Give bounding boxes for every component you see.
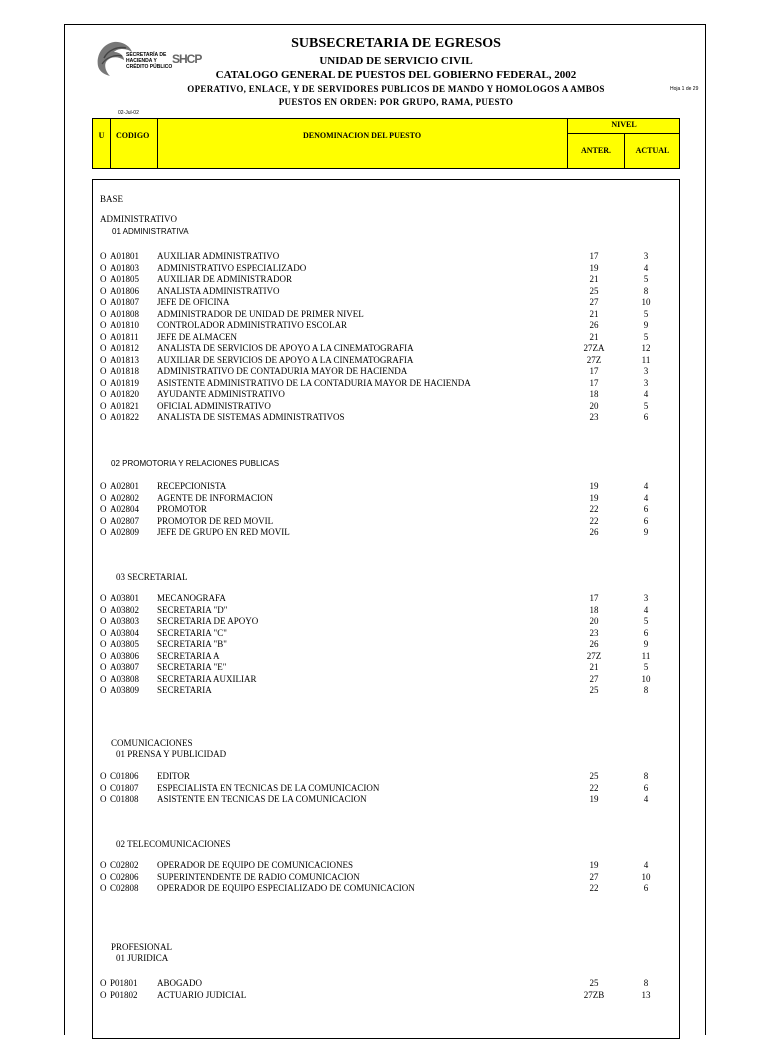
row-nivel-actual: 6 (643, 627, 649, 638)
row-u: O (100, 771, 107, 781)
row-u: O (100, 782, 107, 793)
table-row (100, 389, 660, 400)
table-row (100, 493, 660, 504)
row-u: O (100, 604, 107, 615)
row-nivel-anter: 19 (589, 481, 599, 491)
row-nivel-anter: 26 (589, 320, 599, 330)
row-u: O (100, 978, 107, 988)
row-codigo: A01818 (110, 366, 139, 376)
page-number: Hoja 1 de 29 (670, 86, 699, 92)
logo-caption-2: HACIENDA Y (126, 58, 157, 64)
row-nivel-actual: 8 (643, 978, 649, 988)
table-header (92, 118, 680, 169)
row-nivel-anter: 22 (589, 504, 599, 514)
row-denominacion: JEFE DE OFICINA (157, 297, 230, 307)
doc-title: SUBSECRETARIA DE EGRESOS (291, 36, 501, 51)
row-codigo: A03803 (110, 616, 139, 626)
row-nivel-anter: 20 (589, 400, 599, 411)
nivel-label: NIVEL (568, 119, 680, 134)
row-denominacion: OPERADOR DE EQUIPO DE COMUNICACIONES (157, 860, 354, 870)
row-codigo: A01807 (110, 297, 139, 307)
row-denominacion: AUXILIAR DE ADMINISTRADOR (157, 274, 292, 284)
row-nivel-anter: 19 (589, 794, 599, 804)
row-denominacion: EDITOR (157, 771, 190, 781)
row-nivel-anter: 18 (589, 389, 599, 399)
row-denominacion: SECRETARIA "D" (157, 604, 228, 615)
row-denominacion: SECRETARIA "C" (157, 627, 227, 638)
row-nivel-actual: 4 (643, 794, 649, 804)
row-u: O (100, 274, 107, 284)
row-u: O (100, 616, 107, 626)
row-codigo: C01806 (110, 771, 139, 781)
branch-a03: 03 SECRETARIAL (116, 572, 188, 582)
row-codigo: C01807 (110, 782, 139, 793)
row-denominacion: JEFE DE GRUPO EN RED MOVIL (157, 527, 290, 537)
row-nivel-actual: 5 (643, 308, 649, 319)
row-nivel-actual: 3 (643, 366, 649, 376)
row-denominacion: PROMOTOR (157, 504, 207, 514)
row-denominacion: PROMOTOR DE RED MOVIL (157, 515, 274, 526)
row-u: O (100, 343, 107, 353)
row-u: O (100, 262, 107, 273)
row-denominacion: SECRETARIA "B" (157, 639, 227, 649)
row-nivel-actual: 10 (641, 297, 651, 307)
row-codigo: A03802 (110, 604, 139, 615)
row-nivel-actual: 9 (643, 639, 649, 649)
row-codigo: A01803 (110, 262, 139, 273)
row-nivel-actual: 8 (643, 285, 649, 296)
row-nivel-actual: 4 (643, 492, 649, 503)
row-nivel-actual: 9 (643, 527, 649, 537)
col-u: U (93, 119, 111, 168)
row-nivel-actual: 4 (643, 860, 649, 870)
row-nivel-actual: 5 (643, 616, 649, 626)
row-codigo: A01822 (110, 412, 139, 422)
table-row (100, 401, 660, 412)
row-nivel-actual: 9 (643, 320, 649, 330)
table-row (100, 481, 660, 492)
row-nivel-anter: 19 (589, 860, 599, 870)
row-nivel-actual: 3 (643, 593, 649, 603)
col-denominacion: DENOMINACION DEL PUESTO (302, 131, 422, 140)
table-row (100, 593, 660, 604)
row-codigo: A01801 (110, 251, 139, 261)
branch-a02: 02 PROMOTORIA Y RELACIONES PUBLICAS (111, 459, 280, 468)
row-denominacion: SUPERINTENDENTE DE RADIO COMUNICACION (157, 871, 360, 882)
table-row (100, 794, 660, 805)
row-u: O (100, 593, 107, 603)
row-codigo: A03809 (110, 685, 139, 695)
row-u: O (100, 639, 107, 649)
row-codigo: A03801 (110, 593, 139, 603)
row-denominacion: ANALISTA DE SISTEMAS ADMINISTRATIVOS (157, 412, 345, 422)
row-denominacion: RECEPCIONISTA (157, 481, 227, 491)
row-u: O (100, 354, 107, 365)
row-nivel-actual: 6 (643, 883, 649, 893)
row-codigo: P01801 (110, 978, 138, 988)
row-nivel-actual: 5 (643, 662, 649, 672)
row-codigo: A02807 (110, 515, 139, 526)
row-nivel-anter: 25 (589, 978, 599, 988)
row-nivel-anter: 27 (589, 673, 599, 684)
doc-subtitle-2: PUESTOS EN ORDEN: POR GRUPO, RAMA, PUESTO (278, 97, 514, 107)
row-nivel-actual: 6 (643, 504, 649, 514)
table-row (100, 605, 660, 616)
row-u: O (100, 650, 107, 661)
row-nivel-actual: 13 (641, 989, 651, 1000)
table-row (100, 366, 660, 377)
row-nivel-anter: 22 (589, 883, 599, 893)
row-denominacion: OFICIAL ADMINISTRATIVO (157, 400, 271, 411)
col-anter: ANTER. (568, 134, 625, 168)
row-denominacion: ADMINISTRATIVO ESPECIALIZADO (157, 262, 307, 273)
row-codigo: A02809 (110, 527, 139, 537)
row-u: O (100, 860, 107, 870)
row-denominacion: AGENTE DE INFORMACION (157, 492, 273, 503)
row-denominacion: SECRETARIA AUXILIAR (157, 673, 257, 684)
table-row (100, 504, 660, 515)
row-codigo: A03806 (110, 650, 139, 661)
row-u: O (100, 515, 107, 526)
table-row (100, 343, 660, 354)
table-row (100, 263, 660, 274)
table-row (100, 355, 660, 366)
logo-mark: SHCP (172, 52, 202, 66)
table-row (100, 320, 660, 331)
row-nivel-anter: 25 (589, 771, 599, 781)
row-u: O (100, 400, 107, 411)
row-nivel-actual: 12 (641, 343, 651, 353)
row-nivel-actual: 3 (643, 377, 649, 388)
row-nivel-anter: 25 (589, 285, 599, 296)
branch-c01: 01 PRENSA Y PUBLICIDAD (116, 749, 227, 759)
row-denominacion: ESPECIALISTA EN TECNICAS DE LA COMUNICACION (157, 782, 380, 793)
row-nivel-actual: 6 (643, 782, 649, 793)
row-u: O (100, 308, 107, 319)
row-nivel-actual: 10 (641, 871, 651, 882)
row-codigo: A01821 (110, 400, 139, 411)
row-u: O (100, 989, 107, 1000)
row-nivel-actual: 4 (643, 604, 649, 615)
row-nivel-anter: 27ZB (583, 989, 605, 1000)
row-u: O (100, 285, 107, 296)
row-u: O (100, 331, 107, 342)
row-nivel-anter: 25 (589, 685, 599, 695)
row-u: O (100, 794, 107, 804)
row-denominacion: ADMINISTRADOR DE UNIDAD DE PRIMER NIVEL (157, 308, 364, 319)
row-nivel-anter: 20 (589, 616, 599, 626)
row-codigo: P01802 (110, 989, 138, 1000)
row-denominacion: SECRETARIA (157, 685, 212, 695)
row-nivel-actual: 3 (643, 251, 649, 261)
row-nivel-anter: 21 (589, 662, 599, 672)
table-row (100, 286, 660, 297)
row-nivel-anter: 27ZA (583, 343, 605, 353)
table-row (100, 674, 660, 685)
row-u: O (100, 662, 107, 672)
row-u: O (100, 492, 107, 503)
row-nivel-actual: 4 (643, 262, 649, 273)
row-denominacion: AUXILIAR DE SERVICIOS DE APOYO A LA CINEMATOGRAFIA (157, 354, 414, 365)
row-codigo: C01808 (110, 794, 139, 804)
row-denominacion: ASISTENTE EN TECNICAS DE LA COMUNICACION (157, 794, 367, 804)
row-codigo: A02801 (110, 481, 139, 491)
row-nivel-actual: 5 (643, 331, 649, 342)
table-row (100, 783, 660, 794)
branch-a01: 01 ADMINISTRATIVA (112, 227, 189, 236)
row-nivel-anter: 27 (589, 297, 599, 307)
table-row (100, 332, 660, 343)
row-u: O (100, 673, 107, 684)
row-codigo: A03808 (110, 673, 139, 684)
row-codigo: A03805 (110, 639, 139, 649)
row-nivel-actual: 6 (643, 515, 649, 526)
row-nivel-anter: 21 (589, 308, 599, 319)
row-nivel-anter: 26 (589, 527, 599, 537)
row-codigo: C02808 (110, 883, 139, 893)
row-denominacion: ABOGADO (157, 978, 202, 988)
table-row (100, 662, 660, 673)
row-denominacion: AUXILIAR ADMINISTRATIVO (157, 251, 280, 261)
row-nivel-anter: 22 (589, 782, 599, 793)
table-row (100, 297, 660, 308)
row-nivel-anter: 23 (589, 627, 599, 638)
row-denominacion: ASISTENTE ADMINISTRATIVO DE LA CONTADURIA MAYOR DE HACIENDA (157, 377, 471, 388)
logo-caption-1: SECRETARÍA DE (126, 52, 167, 58)
col-codigo: CODIGO (110, 119, 158, 168)
row-codigo: A01811 (110, 331, 139, 342)
table-row (100, 251, 660, 262)
row-denominacion: CONTROLADOR ADMINISTRATIVO ESCOLAR (157, 320, 348, 330)
row-denominacion: AYUDANTE ADMINISTRATIVO (157, 389, 285, 399)
row-nivel-actual: 11 (641, 650, 651, 661)
table-row (100, 412, 660, 423)
group-administrativo: ADMINISTRATIVO (100, 214, 177, 224)
row-denominacion: ANALISTA ADMINISTRATIVO (157, 285, 280, 296)
table-row (100, 872, 660, 883)
row-codigo: A01819 (110, 377, 139, 388)
row-codigo: A01808 (110, 308, 139, 319)
col-actual: ACTUAL (635, 146, 670, 155)
row-denominacion: OPERADOR DE EQUIPO ESPECIALIZADO DE COMUNICACION (157, 883, 415, 893)
table-row (100, 651, 660, 662)
row-denominacion: SECRETARIA DE APOYO (157, 616, 259, 626)
row-u: O (100, 320, 107, 330)
row-u: O (100, 297, 107, 307)
row-nivel-anter: 17 (589, 593, 599, 603)
row-nivel-anter: 23 (589, 412, 599, 422)
table-row (100, 685, 660, 696)
row-codigo: A01813 (110, 354, 139, 365)
row-codigo: A01805 (110, 274, 139, 284)
row-nivel-actual: 6 (643, 412, 649, 422)
row-u: O (100, 871, 107, 882)
row-nivel-actual: 5 (643, 400, 649, 411)
row-codigo: A03804 (110, 627, 139, 638)
report-date: 02-Jul-02 (118, 110, 139, 116)
row-codigo: C02806 (110, 871, 139, 882)
row-nivel-anter: 27Z (586, 354, 602, 365)
row-nivel-actual: 4 (643, 481, 649, 491)
row-nivel-anter: 27Z (586, 650, 602, 661)
table-row (100, 860, 660, 871)
row-nivel-anter: 21 (589, 331, 599, 342)
row-u: O (100, 883, 107, 893)
table-row (100, 309, 660, 320)
row-nivel-actual: 10 (641, 673, 651, 684)
row-nivel-anter: 26 (589, 639, 599, 649)
row-u: O (100, 527, 107, 537)
branch-c02: 02 TELECOMUNICACIONES (116, 839, 231, 849)
row-u: O (100, 412, 107, 422)
row-denominacion: SECRETARIA A (157, 650, 220, 661)
row-nivel-actual: 8 (643, 685, 649, 695)
row-u: O (100, 481, 107, 491)
row-codigo: A02804 (110, 504, 139, 514)
row-nivel-actual: 8 (643, 771, 649, 781)
logo-caption-3: CRÉDITO PÚBLICO (126, 64, 173, 70)
row-u: O (100, 627, 107, 638)
table-row (100, 990, 660, 1001)
row-nivel-anter: 19 (589, 492, 599, 503)
row-nivel-anter: 17 (589, 251, 599, 261)
row-nivel-actual: 5 (643, 274, 649, 284)
table-row (100, 978, 660, 989)
table-row (100, 274, 660, 285)
table-row (100, 639, 660, 650)
row-u: O (100, 366, 107, 376)
col-nivel (567, 119, 680, 168)
row-u: O (100, 377, 107, 388)
group-comunicaciones: COMUNICACIONES (111, 738, 193, 748)
row-denominacion: ANALISTA DE SERVICIOS DE APOYO A LA CINEMATOGRAFIA (157, 343, 414, 353)
row-denominacion: MECANOGRAFA (157, 593, 226, 603)
row-nivel-anter: 22 (589, 515, 599, 526)
row-codigo: C02802 (110, 860, 139, 870)
row-u: O (100, 504, 107, 514)
row-codigo: A01806 (110, 285, 139, 296)
row-denominacion: JEFE DE ALMACEN (157, 331, 238, 342)
row-nivel-anter: 17 (589, 366, 599, 376)
row-codigo: A01812 (110, 343, 139, 353)
row-nivel-anter: 21 (589, 274, 599, 284)
row-u: O (100, 685, 107, 695)
group-profesional: PROFESIONAL (111, 942, 173, 952)
table-row (100, 883, 660, 894)
table-row (100, 628, 660, 639)
table-row (100, 516, 660, 527)
row-codigo: A01820 (110, 389, 139, 399)
doc-subtitle-1: OPERATIVO, ENLACE, Y DE SERVIDORES PUBLICOS DE MANDO Y HOMOLOGOS A AMBOS (187, 84, 605, 94)
table-row (100, 771, 660, 782)
row-codigo: A02802 (110, 492, 139, 503)
doc-catalog: CATALOGO GENERAL DE PUESTOS DEL GOBIERNO FEDERAL, 2002 (215, 69, 577, 81)
row-codigo: A01810 (110, 320, 139, 330)
row-denominacion: SECRETARIA "E" (157, 662, 227, 672)
doc-unit: UNIDAD DE SERVICIO CIVIL (319, 55, 473, 67)
row-nivel-anter: 18 (589, 604, 599, 615)
table-row (100, 378, 660, 389)
row-nivel-anter: 17 (589, 377, 599, 388)
row-nivel-actual: 11 (641, 354, 651, 365)
row-u: O (100, 389, 107, 399)
row-codigo: A03807 (110, 662, 139, 672)
row-denominacion: ADMINISTRATIVO DE CONTADURIA MAYOR DE HACIENDA (157, 366, 408, 376)
section-base: BASE (100, 194, 124, 204)
table-row (100, 527, 660, 538)
row-nivel-anter: 19 (589, 262, 599, 273)
row-nivel-anter: 27 (589, 871, 599, 882)
row-u: O (100, 251, 107, 261)
branch-p01: 01 JURIDICA (116, 953, 169, 963)
row-denominacion: ACTUARIO JUDICIAL (157, 989, 247, 1000)
table-row (100, 616, 660, 627)
row-nivel-actual: 4 (643, 389, 649, 399)
